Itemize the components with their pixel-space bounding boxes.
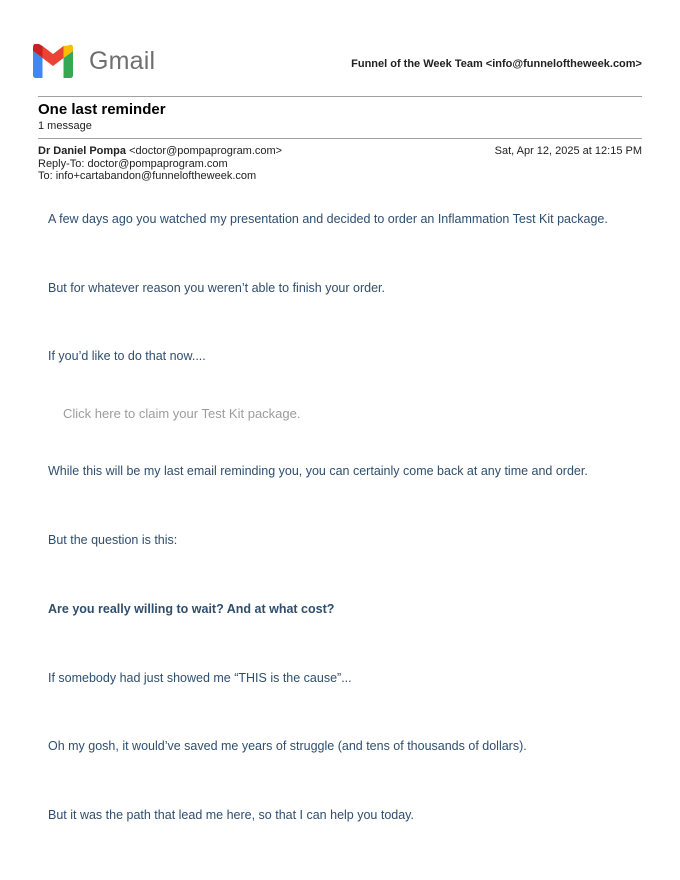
sender-email: <doctor@pompaprogram.com> xyxy=(129,145,283,157)
body-paragraph: But it was the path that lead me here, so that I can help you today. xyxy=(48,808,414,822)
body-paragraph: But the question is this: xyxy=(48,533,178,547)
reply-to-line: Reply-To: doctor@pompaprogram.com xyxy=(38,157,228,170)
gmail-wordmark: Gmail xyxy=(89,46,156,75)
body-paragraph: While this will be my last email reminding you, you can certainly come back at any time and order. xyxy=(48,464,588,478)
gmail-m-icon xyxy=(33,44,73,78)
message-meta xyxy=(38,145,642,183)
header-divider xyxy=(38,96,642,97)
print-header xyxy=(33,44,642,82)
body-paragraph: If somebody had just showed me “THIS is the cause”... xyxy=(48,671,352,685)
sender-name: Dr Daniel Pompa xyxy=(38,145,127,157)
body-paragraph: Oh my gosh, it would’ve saved me years of struggle (and tens of thousands of dollars). xyxy=(48,739,527,753)
to-line: To: info+cartabandon@funneloftheweek.com xyxy=(38,170,257,182)
body-paragraph-bold: Are you really willing to wait? And at what cost? xyxy=(48,602,335,616)
gmail-logo xyxy=(33,44,155,78)
message-count: 1 message xyxy=(38,120,92,132)
body-paragraph: If you’d like to do that now.... xyxy=(48,349,206,363)
body-paragraph: A few days ago you watched my presentation and decided to order an Inflammation Test Kit package. xyxy=(48,212,608,226)
account-address: Funnel of the Week Team <info@funneloftheweek.com> xyxy=(351,58,642,70)
subject-divider xyxy=(38,138,642,139)
thread-subject: One last reminder xyxy=(38,101,166,118)
body-paragraph: But for whatever reason you weren’t able to finish your order. xyxy=(48,281,385,295)
message-date: Sat, Apr 12, 2025 at 12:15 PM xyxy=(494,145,642,157)
claim-test-kit-link[interactable]: Click here to claim your Test Kit package. xyxy=(63,406,301,421)
